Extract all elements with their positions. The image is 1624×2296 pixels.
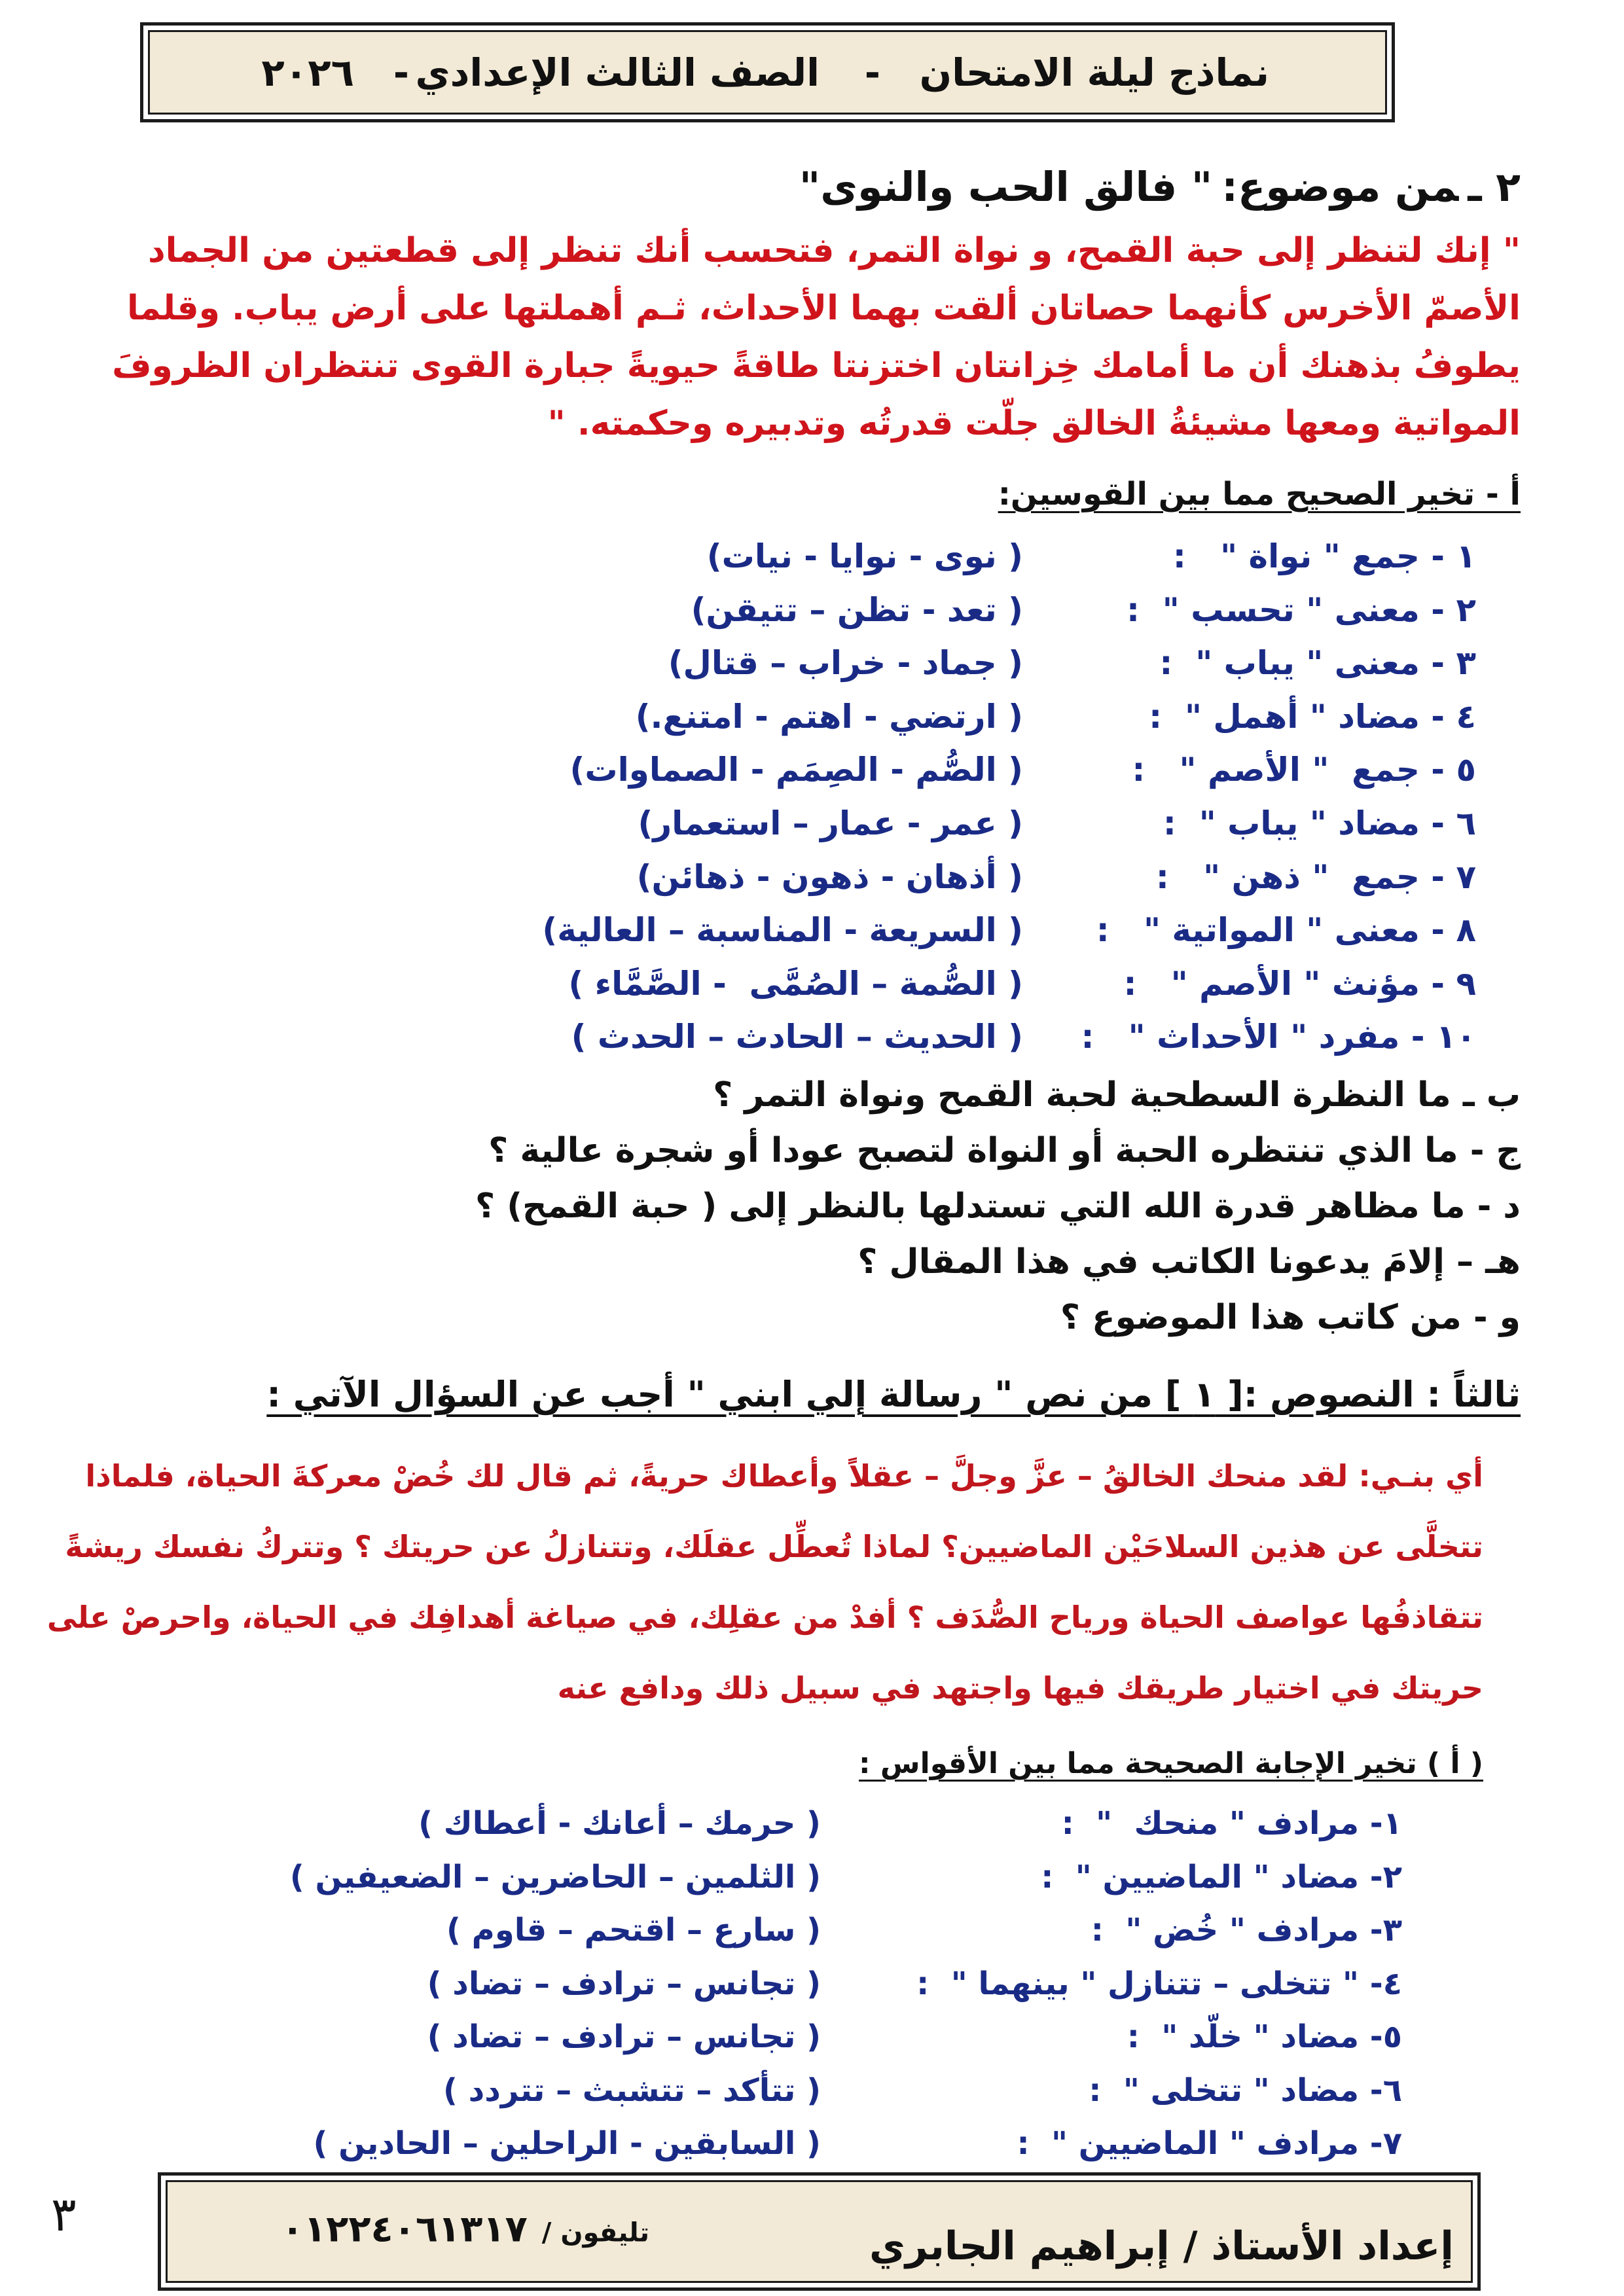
item-choices: ( ارتضي - اهتم - امتنع.) — [635, 697, 1023, 736]
header-title: نماذج ليلة الامتحان — [919, 50, 1269, 95]
comprehension-questions — [148, 1067, 1521, 1346]
item-choices: ( الصُّم - الصِمَم - الصماوات) — [569, 751, 1023, 789]
list-item — [0, 1904, 1624, 1958]
passage-line: المواتية ومعها مشيئةُ الخالق جلّت قدرتُه وتدبيره وحكمته. " — [547, 404, 1521, 443]
item-prompt: ٨ - معنى " المواتية " : — [1096, 911, 1476, 950]
footer-frame — [158, 2172, 1481, 2291]
item-prompt: ٣- مرادف " خُض " : — [1091, 1912, 1402, 1948]
item-choices: ( الثلمين – الحاضرين – الضعيفين ) — [289, 1858, 821, 1895]
item-choices: ( الصُّمة – الصُمَّى - الصَّمَّاء ) — [568, 964, 1023, 1003]
item-prompt: ٦ - مضاد " يباب " : — [1163, 804, 1476, 842]
header-separator: - — [864, 50, 880, 95]
header-grade: الصف الثالث الإعدادي — [415, 50, 820, 95]
header-year: ٢٠٢٦ — [261, 50, 354, 95]
question-item: ج - ما الذي تنتظره الحبة أو النواة لتصبح عودا أو شجرة عالية ؟ — [488, 1131, 1521, 1170]
item-choices: ( السريعة - المناسبة – العالية) — [542, 911, 1023, 950]
section-topic: " فالق الحب والنوى" — [799, 163, 1213, 211]
list-item — [0, 1851, 1624, 1905]
item-prompt: ٢ - معنى " تحسب " : — [1126, 590, 1476, 629]
item-choices: ( تجانس – ترادف – تضاد ) — [427, 1965, 821, 2002]
list-item — [0, 530, 1624, 584]
list-item — [0, 637, 1624, 691]
item-choices: ( تتأكد – تتشبث – تتردد ) — [442, 2072, 821, 2109]
item-choices: ( نوى - نوايا - نيات) — [706, 537, 1023, 575]
list-item — [0, 2117, 1624, 2171]
item-choices: ( حرمك – أعانك - أعطاك ) — [418, 1805, 821, 1842]
phone-label: تليفون / — [541, 2217, 649, 2248]
item-prompt: ٩ - مؤنث " الأصم " : — [1123, 964, 1476, 1003]
list-item — [0, 584, 1624, 637]
list-item — [0, 2011, 1624, 2064]
list-item — [0, 1011, 1624, 1064]
item-prompt: ٤- " تتخلى – تتنازل " بينهما " : — [916, 1965, 1402, 2002]
part-a-instruction: ( أ ) تخير الإجابة الصحيحة مما بين الأقواس : — [858, 1747, 1483, 1780]
page-number: ٣ — [51, 2187, 77, 2242]
list-item — [0, 904, 1624, 958]
question-item: ب ـ ما النظرة السطحية لحبة القمح ونواة التمر ؟ — [713, 1075, 1521, 1115]
vocabulary-list — [0, 530, 1624, 1064]
header-separator: - — [393, 50, 409, 95]
list-item — [0, 744, 1624, 797]
reading-passage — [112, 222, 1521, 452]
item-prompt: ١ - جمع " نواة " : — [1172, 537, 1476, 575]
question-item: د - ما مظاهر قدرة الله التي تستدلها بالنظر إلى ( حبة القمح) ؟ — [475, 1187, 1521, 1226]
section-2-heading — [790, 158, 1521, 217]
item-prompt: ٧ - جمع " ذهن " : — [1155, 857, 1476, 896]
question-item: و - من كاتب هذا الموضوع ؟ — [1060, 1298, 1521, 1337]
item-prompt: ٢- مضاد " الماضيين " : — [1041, 1858, 1402, 1895]
item-prompt: ٥- مضاد " خلّد " : — [1127, 2018, 1402, 2055]
passage-line: حريتك في اختيار طريقك فيها واجتهد في سبيل ذلك ودافع عنه — [557, 1670, 1483, 1706]
item-choices: ( جماد - خراب – قتال) — [668, 644, 1023, 683]
list-item — [0, 851, 1624, 905]
item-prompt: ١٠ - مفرد " الأحداث " : — [1081, 1018, 1476, 1056]
item-prompt: ١- مرادف " منحك " : — [1061, 1805, 1402, 1842]
section-number: ٢ ـ — [1468, 163, 1521, 211]
passage-line: يطوفُ بذهنك أن ما أمامك خِزانتان اختزنتا طاقةً حيويةً جبارة القوى تنتظران الظروفَ — [112, 346, 1521, 386]
item-choices: ( أذهان - ذهون - ذهائن) — [636, 857, 1023, 896]
item-prompt: ٦- مضاد " تتخلى " : — [1089, 2072, 1402, 2109]
phone-number: ٠١٢٢٤٠٦١٣١٧ — [281, 2208, 528, 2251]
list-item — [0, 797, 1624, 851]
passage-line: " إنك لتنظر إلى حبة القمح، و نواة التمر، فتحسب أنك تنظر إلى قطعتين من الجماد — [148, 231, 1521, 270]
item-prompt: ٣ - معنى " يباب " : — [1159, 644, 1476, 683]
list-item — [0, 691, 1624, 744]
passage-line: تتقاذفُها عواصف الحياة ورياح الصُّدَف ؟ أفدْ من عقلِك، في صياغة أهدافِك في الحياة، واحرصْ على — [46, 1600, 1483, 1635]
vocabulary-list — [0, 1797, 1624, 2171]
footer-author: إعداد الأستاذ / إبراهيم الجابري — [869, 2223, 1454, 2269]
header-frame — [140, 22, 1395, 122]
item-prompt: ٤ - مضاد " أهمل " : — [1149, 697, 1476, 736]
item-choices: ( تجانس – ترادف – تضاد ) — [427, 2018, 821, 2055]
list-item — [0, 958, 1624, 1011]
part-a-instruction: أ - تخير الصحيح مما بين القوسين: — [998, 476, 1521, 512]
section-3-heading: ثالثاً : النصوص :[ ١ ] من نص " رسالة إلي ابني " أجب عن السؤال الآتي : — [266, 1374, 1521, 1415]
passage-line: تتخلَّى عن هذين السلاحَيْن الماضيين؟ لماذا تُعطِّل عقلَك، وتتنازلُ عن حريتك ؟ وتتركُ نفسك ريشةً — [65, 1529, 1483, 1564]
list-item — [0, 2064, 1624, 2118]
item-choices: ( السابقين - الراحلين – الحادين ) — [313, 2125, 821, 2162]
item-prompt: ٥ - جمع " الأصم " : — [1132, 751, 1476, 789]
question-item: هـ – إلامَ يدعونا الكاتب في هذا المقال ؟ — [857, 1242, 1521, 1282]
list-item — [0, 1958, 1624, 2011]
list-item — [0, 1797, 1624, 1851]
item-prompt: ٧- مرادف " الماضيين " : — [1017, 2125, 1402, 2162]
passage-line: الأصمّ الأخرس كأنهما حصاتان ألقت بهما الأحداث، ثـم أهملتها على أرض يباب. وقلما — [126, 289, 1521, 328]
item-choices: ( عمر - عمار – استعمار) — [638, 804, 1023, 842]
passage-line: أي بنـي: لقد منحك الخالقُ – عزَّ وجلَّ – عقلاً وأعطاك حريةً، ثم قال لك خُضْ معركةَ الحياة، فلماذا — [85, 1458, 1483, 1494]
item-choices: ( سارع – اقتحم – قاوم ) — [446, 1912, 821, 1948]
item-choices: ( الحديث – الحادث – الحدث ) — [571, 1018, 1023, 1056]
footer-phone — [281, 2208, 649, 2251]
text-passage — [46, 1441, 1483, 1723]
section-label: من موضوع: — [1221, 163, 1459, 211]
item-choices: ( تعد - تظن – تتيقن) — [691, 590, 1023, 629]
